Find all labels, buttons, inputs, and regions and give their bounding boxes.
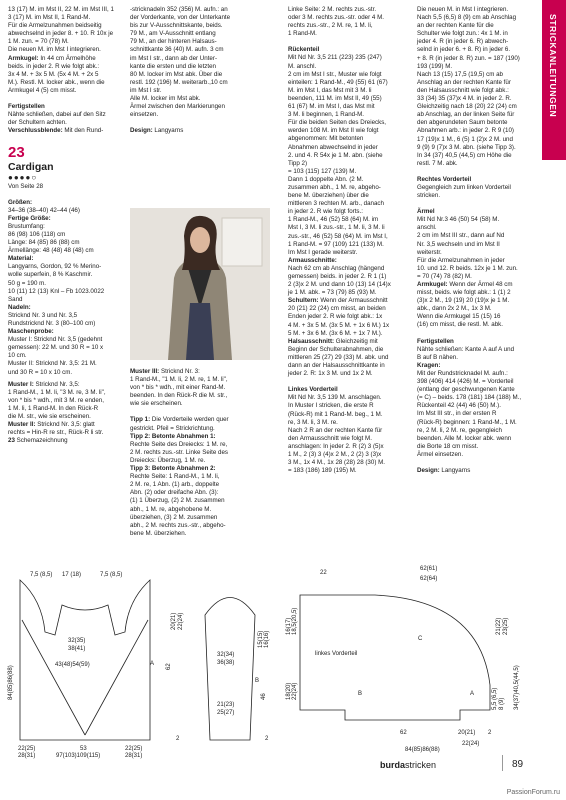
muster1-text: Stricknd Nr. 3,5: 1 Rand-M., 1 M. li, "3 M. re, 3 M. li", von * bis * wdh., mit 3 M. re enden, 1 M. li, 1 Rand-M. In den Rück-R die M. str., wie sie erscheinen.	[8, 380, 106, 421]
front-bot3: 2	[488, 730, 492, 736]
front-bot2: 20(21)	[458, 730, 476, 736]
kragen	[417, 362, 537, 459]
tipp3-label: Tipp 3: Betonte Abnahmen 2:	[130, 465, 216, 473]
fertige-label: Fertige Größe:	[8, 214, 51, 222]
page-reference: Von Seite 28	[8, 182, 44, 190]
groessen-text: 34–36 (38–40) 42–44 (46)	[8, 206, 80, 214]
front-left1b: 18,5(20,5)	[292, 607, 298, 635]
front-top3: 62(64)	[420, 576, 438, 582]
tipp3	[130, 465, 248, 538]
armkugel-para	[8, 55, 124, 95]
back-bottom: 97(103)109(115)	[56, 753, 101, 759]
muster3	[130, 368, 248, 408]
front-right1b: 23(25)	[503, 617, 509, 635]
section-tab	[542, 0, 566, 160]
back-top-left: 7,5 (8,5)	[30, 572, 53, 578]
armaus-text: Nach 62 cm ab Anschlag (hängend gemessen) beids. in jeder 2. R 1 (1) 2 (3)x 2 M. und dann 10 (13) 14 (14)x je 1 M. abk. = 73 (79) 85 (93) M.	[288, 264, 391, 297]
kragen-text: Mit der Rundstricknadel M. aufn.: 398 (406) 414 (426) M. = Vorderteil (entlang der geschwungenen Kante (= C) – beids. 178 (181) 184 (188) M., Rückenteil 42 (44) 46 (50) M.). Im Mst III str., in der ersten R (Rück-R) beginnen: 1 Rand-M., 1 M. re, 2 M. li, 2 M. re, gegengleich beenden. Alle M. locker abk. wenn die Borte 18 cm misst. Ärmel einsetzen.	[417, 369, 522, 458]
aermel-text: Mit Nd Nr.3 46 (50) 54 (58) M. anschl. 2 cm im Mst III str., dann auf Nd Nr. 3,5 wechseln und im Mst II weiterstr. Für die Armelzunahmen in jeder 10. und 12. R beids. 12x je 1 M. zun. = 70 (74) 78 (82) M.	[417, 216, 518, 280]
back-right-22: 22(24)	[178, 612, 184, 630]
back-top-mid: 17 (18)	[62, 572, 82, 578]
armkugel-2	[417, 281, 537, 330]
rueckenteil-heading	[288, 46, 406, 54]
front-right3: 34(37)40,5(44,5)	[514, 665, 520, 710]
muster1-label: Muster I:	[8, 380, 34, 388]
footer-brand	[380, 760, 436, 770]
design-label-2: Design:	[417, 466, 440, 474]
front-bot1: 62	[400, 730, 407, 736]
front-left2: 18(20)	[286, 682, 292, 700]
front-top2: 62(61)	[420, 566, 438, 572]
column-2	[130, 6, 248, 135]
material-label: Material:	[8, 255, 34, 263]
armkugel-2-label: Armkugel:	[417, 281, 448, 288]
armkugel-text: In 44 cm Ärmelhöhe beids. in jeder 2. R wie folgt abk.: 3x 4 M. + 3x 5 M. (5x 4 M. + 2x 5 M.). Restl. M. locker abk., wenn die Armkugel 4 (5) cm misst.	[8, 54, 105, 94]
footer-divider	[502, 755, 503, 771]
sleeve-label-b: B	[255, 678, 260, 684]
fertig-text: Nähte schließen: Kante A auf A und B auf B nähen.	[417, 345, 515, 361]
muster2-text: Stricknd Nr. 3,5: glatt rechts = Hin-R re str., Rück-R li str.	[8, 421, 104, 437]
muster3-text: Stricknd Nr. 3: 1 Rand-M., "1 M. li, 2 M. re, 1 M. li", von * bis * wdh., mit einer Rand-M. beenden. In den Rück-R die M. str., wie sie erscheinen.	[130, 368, 228, 408]
linke-seite-text: Linke Seite: 2 M. rechts zus.-str. oder 3 M. rechts zus.-str. oder 4 M. rechts zus.-str., 2 M. re, 1 M. li, 1 Rand-M.	[288, 6, 384, 38]
front-label-b: B	[358, 691, 363, 697]
schultern-label: Schultern:	[288, 297, 319, 305]
front-right2b: 8 (9)	[499, 697, 505, 710]
design-label: Design:	[130, 127, 153, 135]
material-text: Langyarns, Gordon, 92 % Merino- wolle superfein, 8 % Kaschmir. 50 g = 190 m. 10 (11) 12 (13) Knl – Fb 1023.0022 Sand	[8, 263, 105, 303]
column-3	[288, 6, 406, 475]
sleeve-right-mid: 46	[261, 693, 267, 700]
muster2	[8, 421, 124, 437]
pattern-number: 23	[8, 144, 25, 162]
back-right-20: 20(21)	[171, 612, 177, 630]
tipp1	[130, 416, 248, 432]
schema-caption	[8, 437, 124, 445]
pattern-title: Cardigan	[8, 161, 54, 174]
aermel-label: Ärmel	[417, 208, 435, 216]
front-right1: 21(22)	[496, 617, 502, 635]
sleeve-w-top: 32(34)	[217, 652, 235, 658]
rueckenteil-text: Mit Nd Nr. 3,5 211 (223) 235 (247) M. anschl. 2 cm im Mst I str., Muster wie folgt einteilen: 1 Rand-M., 49 (55) 61 (67) M. im Mst I, das Mst mit 3 M. li beenden, 111 M. im Mst II, 49 (55) 61 (67) M. im Mst I, das Mst mit 3 M. li beginnen, 1 Rand-M. Für die beiden Seiten des Dreiecks, werden 108 M. im Mst II wie folgt abgenommen: Mit betonten Abnahmen abwechselnd in jeder 2. und 4. R 54x je 1 M. abn. (siehe Tipp 2) = 103 (115) 127 (139) M. Dann 1 doppelte Abn. (2 M. zusammen abh., 1 M. re, abgeho- bene M. überziehen) über die mittleren 3 rechten M. arb., danach in jeder 2. R wie folgt forts.: 1 Rand-M., 46 (52) 58 (64) M. im Mst I, 3 M. li zus.-str., 1 M. li, 3 M. li zus.-str., 46 (52) 58 (64) M. im Mst I, 1 Rand-M. = 97 (109) 121 (133) M. Im Mst I gerade weiterstr.	[288, 54, 388, 256]
back-top-right: 7,5 (8,5)	[100, 572, 123, 578]
back-w1: 32(35)	[68, 638, 86, 644]
material	[8, 255, 124, 304]
design-text: Langyarns	[152, 127, 184, 135]
footer-brand-bold: burda	[380, 760, 406, 770]
front-piece	[300, 595, 490, 720]
back-bot-right: 22(25)	[125, 746, 143, 752]
cardigan-photo-icon	[130, 208, 270, 360]
muster2-label: Muster II:	[8, 421, 36, 429]
back-bot-mid: 53	[80, 746, 87, 752]
nadeln-label: Nadeln:	[8, 303, 31, 311]
maschenprobe-label: Maschenprobe:	[8, 328, 54, 336]
groessen-label: Größen:	[8, 198, 33, 206]
muster1	[8, 381, 124, 421]
back-w2: 38(41)	[68, 646, 86, 652]
front-label: linkes Vorderteil	[315, 651, 358, 657]
linkes-label: Linkes Vorderteil	[288, 386, 338, 394]
hals-text: Gleichzeitig mit Beginn der Schulterabnahmen, die mittleren 25 (27) 29 (33) M. abk. und dann an der Halsausschnittkante in jeder 2. R: 1x 3 M. und 1x 2 M.	[288, 337, 389, 378]
maschenprobe	[8, 328, 124, 377]
sleeve-right-top2: 16(16)	[264, 630, 270, 648]
rechtes-text: Gegengleich zum linken Vorderteil stricken.	[417, 183, 511, 200]
fertigstellen-text: Nähte schließen, dabei auf den Sitz der Schultern achten.	[8, 111, 106, 127]
sleeve-w-bot2: 25(27)	[217, 710, 235, 716]
page-number: 89	[512, 759, 524, 770]
armaus-label: Armausschnitte:	[288, 256, 337, 264]
front-left1: 16(17)	[286, 617, 292, 635]
rechtes-label: Rechtes Vorderteil	[417, 175, 472, 183]
tipp2-text: Rechte Seite des Dreiecks: 1 M. re, 2 M. rechts zus.-str. Linke Seite des Dreiecks: Überzug, 1 M. re.	[130, 440, 229, 464]
footer-brand-rest: stricken	[405, 760, 437, 770]
front-right2: 5,5 (6,5)	[492, 687, 498, 710]
halsausschnitt	[288, 338, 406, 378]
back-label-a: A	[150, 661, 155, 667]
back-piece	[20, 580, 150, 740]
schema-number: 23	[8, 437, 15, 445]
rueckenteil-label: Rückenteil	[288, 46, 320, 54]
back-bot-left2: 28(31)	[18, 753, 36, 759]
sleeve-w-bot: 21(23)	[217, 702, 235, 708]
back-bot-left: 22(25)	[18, 746, 36, 752]
linkes-vorderteil-text: Mit Nd Nr. 3,5 139 M. anschlagen. In Muster I stricken, die erste R (Rück-R) mit 1 Rand-M. beg., 1 M. re, 3 M. li, 3 M. re. Nach 2 R an der rechten Kante für den Armausschnitt wie folgt M. anschlagen: In jeder 2. R (2) 3 (5)x 1 M., 2 (3) 3 (4)x 2 M., 2 (2) 3 (3)x 3 M., 1x 4 M., 1x 28 (28) 28 (30) M. = 183 (186) 189 (195) M.	[288, 394, 385, 475]
schema-text: Schemazeichnung	[14, 437, 68, 445]
verschluss-text: Mit den Rund-	[62, 127, 104, 135]
front-label-c: C	[418, 636, 423, 642]
rechtes-heading	[417, 176, 537, 184]
front-left2b: 22(24)	[292, 682, 298, 700]
back-height: 84(85)86(88)	[8, 665, 14, 700]
sleeve-right-bot: 2	[265, 736, 269, 742]
back-bot-right2: 28(31)	[125, 753, 143, 759]
fertig-label: Fertigstellen	[417, 337, 454, 345]
schema-diagram	[0, 560, 566, 760]
armkugel-2-text: Wenn der Ärmel 48 cm misst, beids. wie folgt abk.: 1 (1) 2 (3)x 2 M., 19 (19) 20 (19)x je 1 M. abk., dann 2x 2 M., 1x 3 M. Wenn die Armkugel 15 (15) 16 (16) cm misst, die restl. M. abk.	[417, 281, 513, 329]
column-1	[8, 6, 124, 445]
design-text-2: Langyarns	[439, 466, 471, 474]
aermel-heading	[417, 208, 537, 216]
tipp2-label: Tipp 2: Betonte Abnahmen 1:	[130, 432, 216, 440]
schultern-text: Wenn der Armausschnitt 20 (21) 22 (24) cm misst, an beiden Enden jeder 2. R wie folgt abk.: 1x 4 M. + 3x 5 M. (3x 5 M. + 1x 6 M.) 1x 5 M. + 3x 6 M. (3x 6 M. + 1x 7 M.).	[288, 297, 390, 337]
sleeve-w-top2: 36(38)	[217, 660, 235, 666]
model-photo	[130, 208, 270, 360]
hals-label: Halsausschnitt:	[288, 337, 335, 345]
schultern	[288, 297, 406, 337]
fertige-groesse	[8, 215, 124, 255]
fertige-text: Brustumfang: 86 (98) 106 (118) cm Länge: 84 (85) 86 (88) cm Ärmellänge: 48 (48) 48 (48) cm	[8, 222, 94, 255]
armkugel-label: Armkugel:	[8, 54, 39, 62]
section-tab-label: STRICKANLEITUNGEN	[548, 14, 558, 118]
front-bottom2: 22(24)	[462, 741, 480, 747]
tipp1-text: Die Vorderteile werden quer gestrickt. Pfeil = Strickrichtung.	[130, 416, 229, 432]
back-right-62: 62	[166, 663, 172, 670]
groessen	[8, 199, 124, 215]
verschluss-para	[8, 127, 124, 135]
sleeve-intro: 13 (17) M. im Mst II, 22 M. im Mst III, 1 3 (17) M. im Mst II, 1 Rand-M. Für die Armelzunahmen beidseitig abwechselnd in jeder 8. + 10. R 10x je 1 M. zun. = 70 (78) M. Die neuen M. im Mst I integrieren.	[8, 6, 114, 54]
front-label-a: A	[470, 691, 475, 697]
back-w3: 43(48)54(59)	[55, 662, 90, 668]
design-credit-2	[417, 467, 537, 475]
fertig-heading	[417, 338, 537, 346]
column-4	[417, 6, 537, 475]
verschluss-label: Verschlussblende:	[8, 127, 63, 135]
column-2-lower	[130, 368, 248, 538]
fertigstellen-heading	[8, 103, 124, 111]
tipp2	[130, 433, 248, 465]
difficulty-rating: ●●●●○	[8, 173, 38, 183]
watermark: PassionForum.ru	[506, 789, 560, 796]
front-top1: 22	[320, 570, 327, 576]
linkes-vorderteil-heading	[288, 386, 406, 394]
armausschnitte	[288, 257, 406, 297]
muster3-label: Muster III:	[130, 368, 160, 375]
nadeln	[8, 304, 124, 328]
sleeve-right-top: 15(15)	[258, 630, 264, 648]
nadeln-text: Stricknd Nr. 3 und Nr. 3,5 Rundstricknd Nr. 3 (80–100 cm)	[8, 311, 96, 327]
fertigstellen-label: Fertigstellen	[8, 103, 45, 111]
blende-text: -stricknadeln 352 (356) M. aufn.: an der Vorderkante, von der Unterkante bis zur V-Ausschnittskante, beids. 79 M., am V-Ausschnitt entlang 79 M., an der hinteren Halsaus- schnittkante 36 (40) M. aufn. 3 cm im Mst I str., dann ab der Unter- kante die ersten und die letzten 80 M. locker im Mst abk. Über die restl. 192 (196) M. weiterarb.,10 cm im Mst I str. Alle M. locker im Mst abk. Ärmel zwischen den Markierungen einsetzen.	[130, 6, 231, 119]
tipp3-text: Rechte Seite: 1 Rand-M., 1 M. li, 2 M. re, 1 Abn. (1) arb., doppelte Abn. (2) oder dreifache Abn. (3): (1) 1 Überzug, (2) 2 M. zusammen abh., 1 M. re, abgehobene M. überziehen, (3) 2 M. zusammen abh., 2 M. rechts zus.-str., abgeho- bene M. überziehen.	[130, 473, 226, 537]
vorderteil-cont-text: Die neuen M. in Mst I integrieren. Nach 5,5 (6,5) 8 (9) cm ab Anschlag an der rechten Kante für die Schulter wie folgt zun.: 4x 1 M. in jeder 4. R (in jeder 6. R) abwech- selnd in jeder 6. + 8. R) in jeder 6. + 8. R (in jeder 8. R) zun. = 187 (190) 193 (199) M. Nach 13 (15) 17,5 (19,5) cm ab Anschlag an der rechten Kante für den Halsausschnitt wie folgt abk.: 33 (34) 35 (37)x 4 M. in jeder 2. R. Gleichzeitig nach 18 (20) 22 (24) cm ab Anschlag, an der linken Seite für den abgerundeten Saum betonte Abnahmen arb.: in jeder 2. R 9 (10) 17 (19)x 1 M., 6 (5) 1 (2)x 2 M. und 9 (9) 9 (7)x 3 M. abn. (siehe Tipp 3). In 34 (37) 40,5 (44,5) cm Höhe die restl. 7 M. abk.	[417, 6, 520, 167]
front-bottom: 84(85)86(88)	[405, 747, 440, 753]
sleeve-piece	[205, 598, 255, 741]
maschenprobe-text: Muster I: Stricknd Nr. 3,5 (gedehnt gemessen): 22 M. und 30 R = 10 x 10 cm. Muster II: Stricknd Nr. 3,5: 21 M. und 30 R = 10 x 10 cm.	[8, 336, 104, 376]
kragen-label: Kragen:	[417, 361, 441, 369]
tipp1-label: Tipp 1:	[130, 416, 151, 424]
back-right-2: 2	[176, 736, 180, 742]
design-credit-1	[130, 127, 248, 135]
